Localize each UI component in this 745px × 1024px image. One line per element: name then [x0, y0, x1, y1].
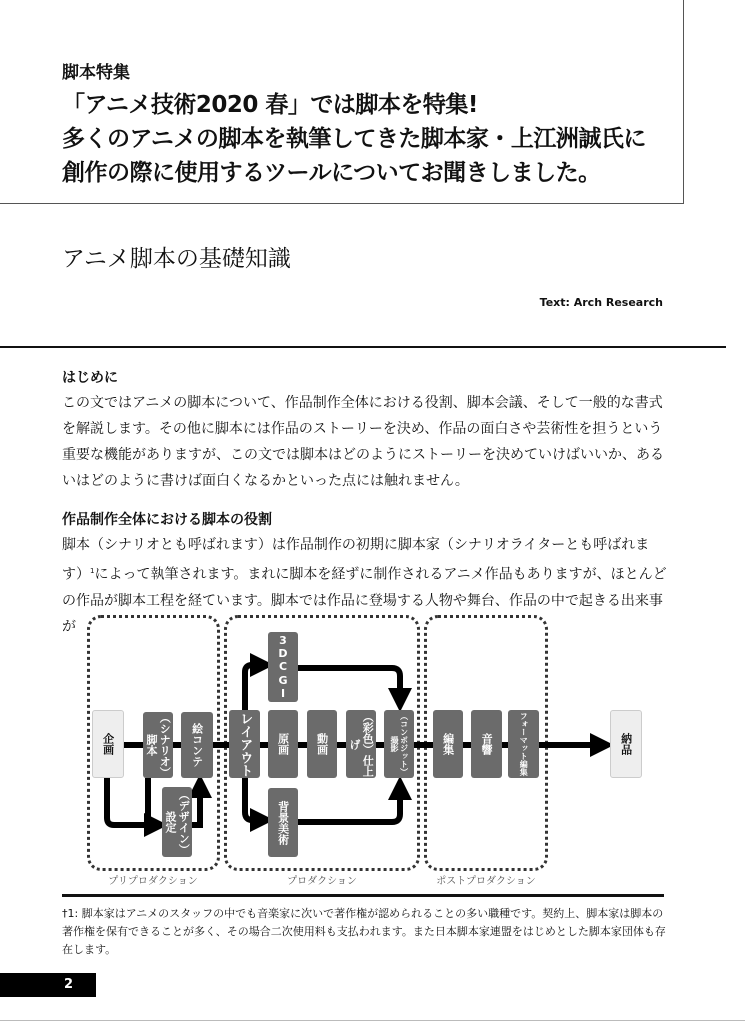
footnote-ref[interactable]: 1	[90, 567, 95, 575]
section-heading: はじめに	[62, 370, 118, 386]
box-onkyo: 音響	[471, 710, 502, 778]
zone-label: プリプロダクション	[108, 876, 198, 887]
lead-line: 多くのアニメの脚本を執筆してきた脚本家・上江洲誠氏に	[62, 126, 646, 152]
section-body: この文ではアニメの脚本について、作品制作全体における役割、脚本会議、そして一般的な書式を解説します。その他に脚本には作品のストーリーを決め、作品の面白さや芸術性を担うという重要な機能がありますが、この文では脚本はどのようにストーリーを決めていけばいいか、あるいはどのように書けば面白くなるかといった点には触れません。	[62, 395, 664, 489]
feature-label: 脚本特集	[62, 63, 130, 83]
lead-line: 創作の際に使用するツールについてお聞きしました。	[62, 160, 601, 186]
box-ekonte: 絵コンテ	[181, 712, 213, 778]
box-kikaku: 企画	[92, 710, 124, 778]
box-3dcgi: 3DCGI	[268, 632, 298, 702]
box-henshu: 編集	[433, 710, 463, 778]
page-edge	[0, 1020, 745, 1021]
box-shiage: （彩色）仕上げ	[348, 711, 375, 777]
section-heading: 作品制作全体における脚本の役割	[62, 512, 272, 528]
box-satsuei: （コンポジット）撮影	[384, 710, 414, 778]
article-title: アニメ脚本の基礎知識	[62, 246, 291, 272]
footnote: †1: 脚本家はアニメのスタッフの中でも音楽家に次いで著作権が認められることの多い職種です。契約上、脚本家は脚本の著作権を保有できることが多く、その場合二次使用料も支払われます。また日本脚本家連盟をはじめとした脚本家団体も存在します。	[62, 907, 666, 956]
box-format: フォーマット編集	[508, 710, 539, 778]
box-settei: （デザイン）設定	[164, 789, 191, 855]
box-genga: 原画	[268, 710, 298, 778]
lead-line: 「アニメ技術2020 春」では脚本を特集!	[62, 92, 478, 118]
zone-label: ポストプロダクション	[436, 876, 536, 887]
article-credit: Text: Arch Research	[539, 296, 663, 309]
zone-label: プロダクション	[287, 876, 357, 887]
box-layout: レイアウト	[229, 710, 260, 778]
box-kyakuhon: （シナリオ）脚本	[145, 712, 172, 778]
footnote-divider	[62, 894, 664, 897]
box-nouhin: 納品	[610, 710, 642, 778]
section-body: 脚本（シナリオとも呼ばれます）は作品制作の初期に脚本家（シナリオライターとも呼ばれます）$^1$によって執筆されます。まれに脚本を経ずに制作されるアニメ作品もありますが、ほとんどの作品が脚本工程を経ています。脚本では作品に登場する人物や舞台、作品の中で起きる出来事が	[62, 537, 667, 635]
page-number: 2	[0, 973, 96, 997]
box-haikei-bijutsu: 背景美術	[268, 788, 298, 857]
box-douga: 動画	[307, 710, 337, 778]
